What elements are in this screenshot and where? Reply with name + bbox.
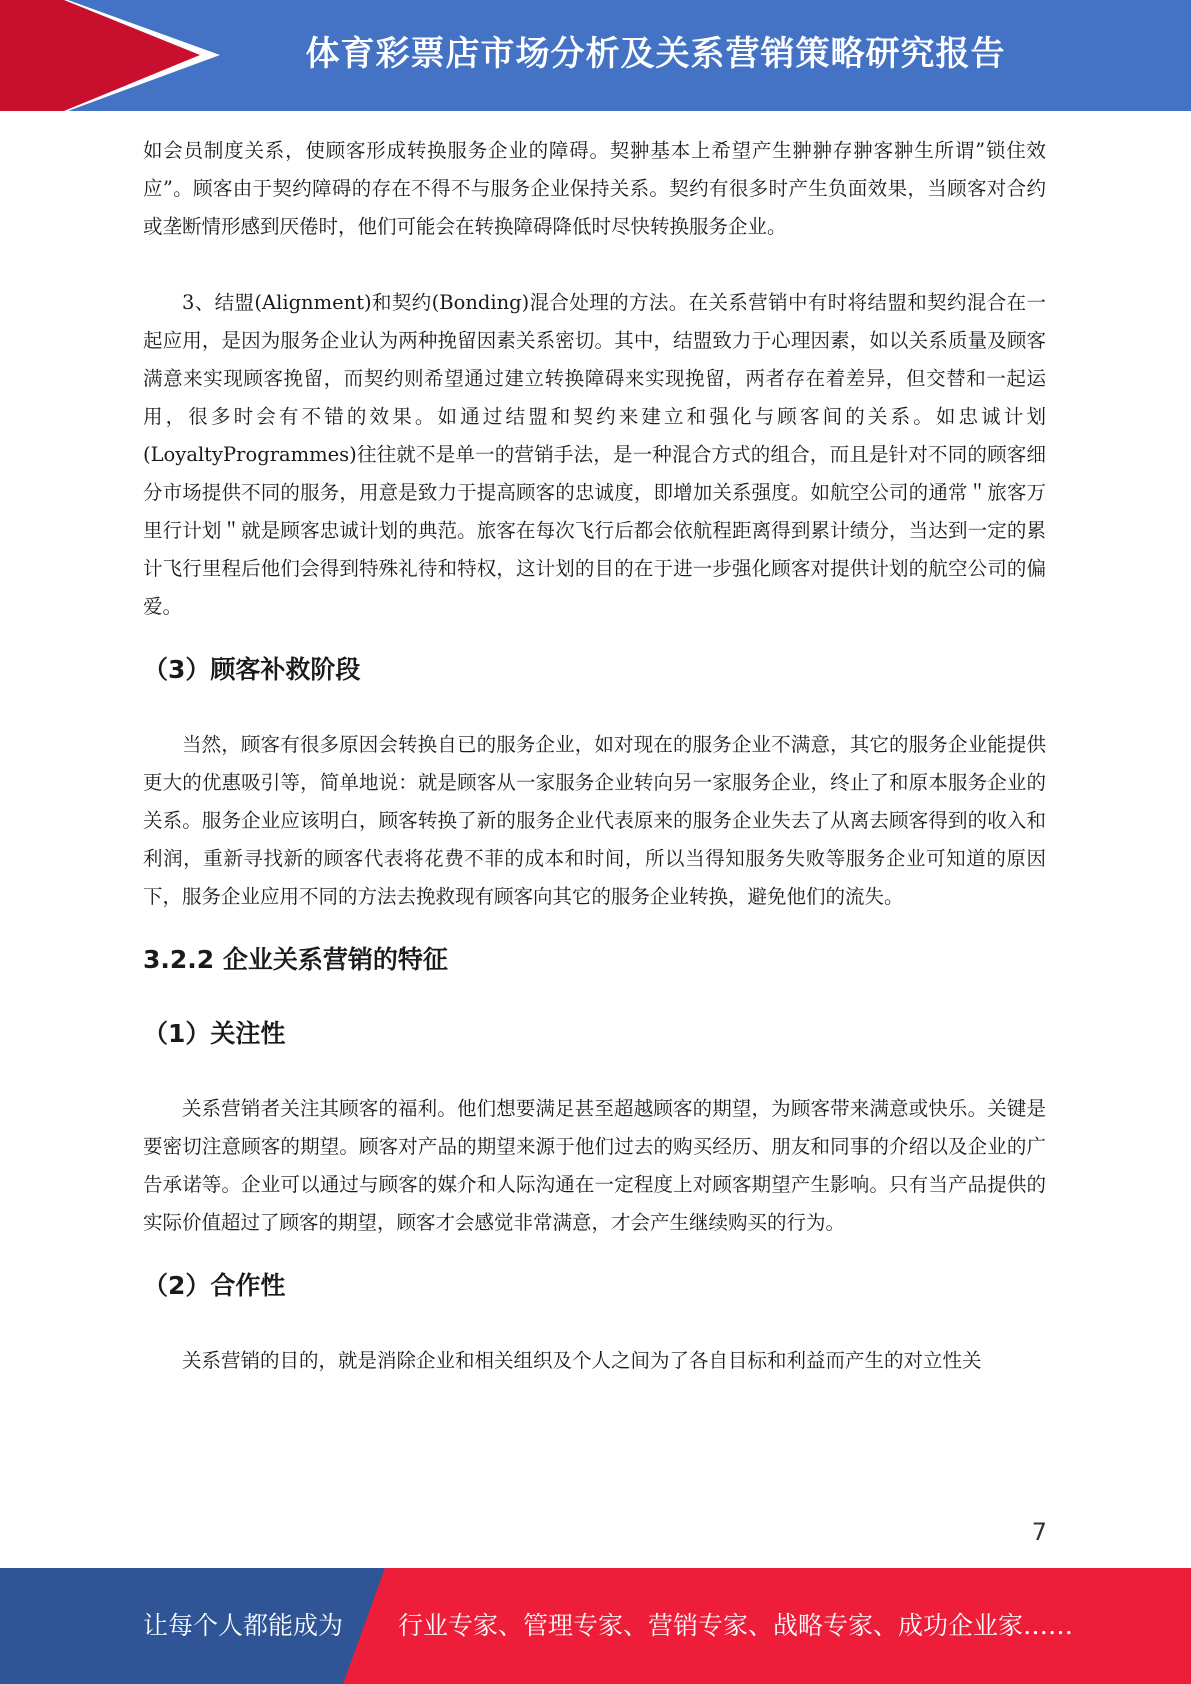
- heading-section-3-2-2: 3.2.2 企业关系营销的特征: [143, 945, 448, 974]
- heading-cooperation: （2）合作性: [143, 1271, 286, 1300]
- paragraph-focus: 关系营销者关注其顾客的福利。他们想要满足甚至超越顾客的期望，为顾客带来满意或快乐。关键是要密切注意顾客的期望。顾客对产品的期望来源于他们过去的购买经历、朋友和同事的介绍以及企业的广告承诺等。企业可以通过与顾客的媒介和人际沟通在一定程度上对顾客期望产生影响。只有当产品提供的实际价值超过了顾客的期望，顾客才会感觉非常满意，才会产生继续购买的行为。: [143, 1097, 1046, 1234]
- header-arrow-red: [0, 0, 64, 111]
- page-header: [0, 0, 1191, 111]
- footer-slogan-left: 让每个人都能成为: [143, 1611, 344, 1640]
- paragraph-customer-recovery: 当然，顾客有很多原因会转换自已的服务企业，如对现在的服务企业不满意，其它的服务企业能提供更大的优惠吸引等，简单地说：就是顾客从一家服务企业转向另一家服务企业，终止了和原本服务企业的关系。服务企业应该明白，顾客转换了新的服务企业代表原来的服务企业失去了从离去顾客得到的收入和利润，重新寻找新的顾客代表将花费不菲的成本和时间，所以当得知服务失败等服务企业可知道的原因下，服务企业应用不同的方法去挽救现有顾客向其它的服务企业转换，避免他们的流失。: [143, 733, 1046, 908]
- report-title: 体育彩票店市场分析及关系营销策略研究报告: [305, 34, 1006, 74]
- heading-customer-recovery: （3）顾客补救阶段: [143, 655, 361, 684]
- footer-slogan-right: 行业专家、管理专家、营销专家、战略专家、成功企业家……: [398, 1611, 1074, 1640]
- paragraph-alignment-bonding: 3、结盟(Alignment)和契约(Bonding)混合处理的方法。在关系营销中有时将结盟和契约混合在一起应用，是因为服务企业认为两种挽留因素关系密切。其中，结盟致力于心理因素，如以关系质量及顾客满意来实现顾客挽留，而契约则希望通过建立转换障碍来实现挽留，两者存在着差异，但交替和一起运用，很多时会有不错的效果。如通过结盟和契约来建立和强化与顾客间的关系。如忠诚计划(LoyaltyProgrammes)往往就不是单一的营销手法，是一种混合方式的组合，而且是针对不同的顾客细分市场提供不同的服务，用意是致力于提高顾客的忠诚度，即增加关系强度。如航空公司的通常＂旅客万里行计划＂就是顾客忠诚计划的典范。旅客在每次飞行后都会依航程距离得到累计绩分，当达到一定的累计飞行里程后他们会得到特殊礼待和特权，这计划的目的在于进一步强化顾客对提供计划的航空公司的偏爱。: [143, 291, 1046, 618]
- paragraph-cooperation: 关系营销的目的，就是消除企业和相关组织及个人之间为了各自目标和利益而产生的对立性关: [182, 1349, 982, 1372]
- paragraph-lockin: 如会员制度关系，使顾客形成转换服务企业的障碍。契翀基本上希望产生翀翀存翀客翀生所谓”锁住效应”。顾客由于契约障碍的存在不得不与服务企业保持关系。契约有很多时产生负面效果，当顾客对合约或垄断情形感到厌倦时，他们可能会在转换障碍降低时尽快转换服务企业。: [143, 139, 1046, 238]
- page-number: 7: [1031, 1518, 1047, 1546]
- heading-focus: （1）关注性: [143, 1019, 286, 1048]
- page-footer: [0, 1568, 1191, 1684]
- page-content: [143, 132, 1046, 1380]
